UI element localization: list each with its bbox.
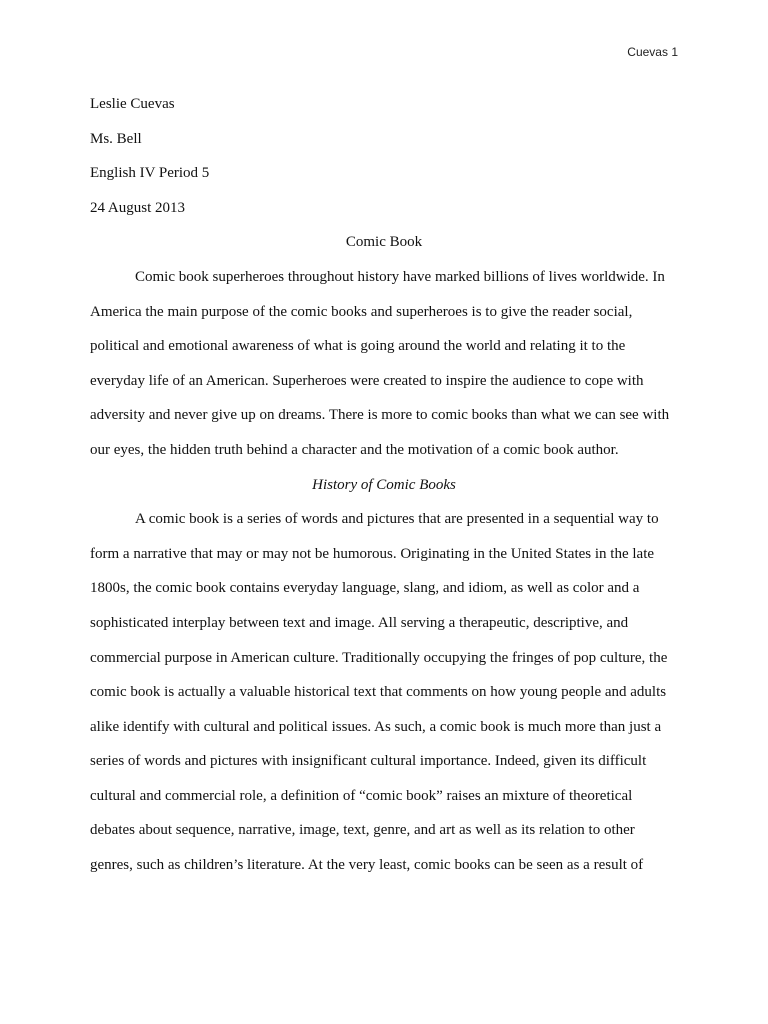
section-heading: History of Comic Books (312, 476, 456, 493)
paragraph-line: our eyes, the hidden truth behind a character and the motivation of a comic book author. (90, 441, 619, 458)
paragraph-line: genres, such as children’s literature. At the very least, comic books can be seen as a result of (90, 857, 644, 874)
paragraph-line: cultural and commercial role, a definition of “comic book” raises an mixture of theoretical (90, 787, 633, 804)
paragraph-line: 1800s, the comic book contains everyday language, slang, and idiom, as well as color and a (90, 580, 640, 597)
paragraph-line: everyday life of an American. Superheroes were created to inspire the audience to cope with (90, 372, 644, 389)
essay-title (90, 225, 678, 260)
paragraph-line: adversity and never give up on dreams. There is more to comic books than what we can see with (90, 407, 670, 424)
essay-title-text: Comic Book (345, 234, 423, 251)
paragraph-line: debates about sequence, narrative, image, text, genre, and art as well as its relation to other (90, 822, 635, 839)
course-name: English IV Period 5 (90, 165, 210, 182)
paragraph-line: alike identify with cultural and political issues. As such, a comic book is much more than just a (90, 718, 662, 735)
paragraph-line: commercial purpose in American culture. Traditionally occupying the fringes of pop culture, the (90, 649, 668, 666)
paragraph-2 (90, 502, 678, 883)
paragraph-line: A comic book is a series of words and pictures that are presented in a sequential way to (135, 511, 659, 528)
paragraph-line: sophisticated interplay between text and image. All serving a therapeutic, descriptive, and (90, 614, 629, 631)
essay-date: 24 August 2013 (90, 199, 186, 216)
paragraph-line: political and emotional awareness of what is going around the world and relating it to the (90, 338, 626, 355)
essay-body (90, 87, 678, 883)
paragraph-line: Comic book superheroes throughout history have marked billions of lives worldwide. In (135, 268, 665, 285)
paragraph-line: series of words and pictures with insignificant cultural importance. Indeed, given its difficult (90, 753, 647, 770)
teacher-name: Ms. Bell (90, 130, 142, 147)
paragraph-1 (90, 260, 678, 468)
student-name: Leslie Cuevas (90, 96, 175, 112)
running-head: Cuevas 1 (627, 45, 678, 59)
paragraph-line: comic book is actually a valuable historical text that comments on how young people and adults (90, 684, 667, 701)
paragraph-line: form a narrative that may or may not be humorous. Originating in the United States in the late (90, 545, 655, 562)
paragraph-line: America the main purpose of the comic books and superheroes is to give the reader social, (90, 303, 633, 320)
